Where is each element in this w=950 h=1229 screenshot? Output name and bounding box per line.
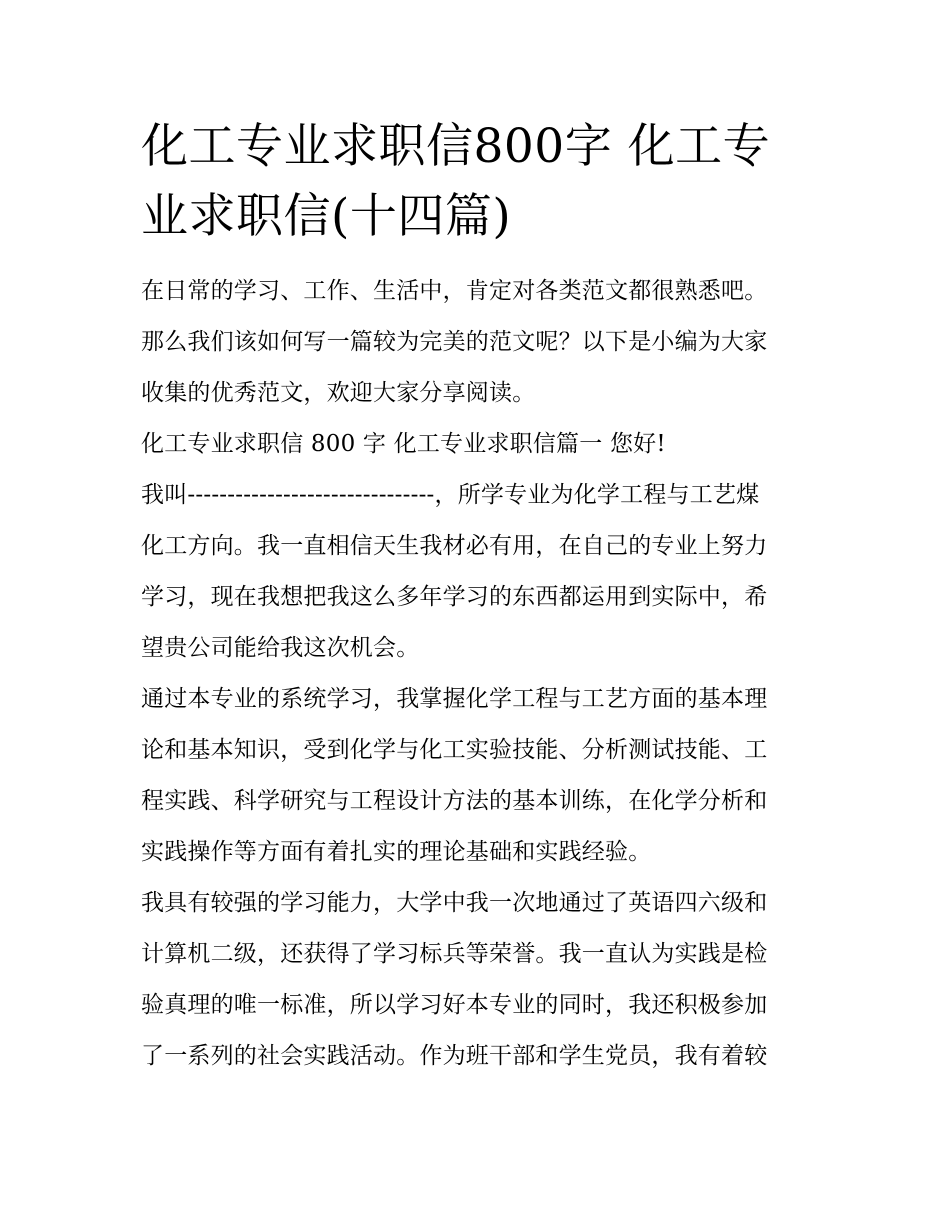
document-title <box>141 112 813 252</box>
ability-paragraph <box>141 878 813 1082</box>
intro-paragraph <box>141 266 813 419</box>
paragraph-line: 计算机二级，还获得了学习标兵等荣誉。我一直认为实践是检 <box>141 941 768 967</box>
paragraph-line: 化工专业求职信 800 字 化工专业求职信篇一 您好! <box>141 431 666 457</box>
paragraph-line: 我叫-------------------------------，所学专业为化学工程与工艺煤 <box>141 482 760 508</box>
paragraph-line: 实践操作等方面有着扎实的理论基础和实践经验。 <box>141 839 652 865</box>
title-line-1: 化工专业求职信800字 化工专 <box>141 119 771 174</box>
self-intro-paragraph <box>141 470 813 674</box>
section-heading-paragraph <box>141 419 813 470</box>
paragraph-line: 化工方向。我一直相信天生我材必有用，在自己的专业上努力 <box>141 533 768 559</box>
paragraph-line: 验真理的唯一标准，所以学习好本专业的同时，我还积极参加 <box>141 992 768 1018</box>
document-page <box>141 112 813 1082</box>
paragraph-line: 收集的优秀范文，欢迎大家分享阅读。 <box>141 380 536 406</box>
paragraph-line: 望贵公司能给我这次机会。 <box>141 635 420 661</box>
paragraph-line: 在日常的学习、工作、生活中，肯定对各类范文都很熟悉吧。 <box>141 278 768 304</box>
paragraph-line: 通过本专业的系统学习，我掌握化学工程与工艺方面的基本理 <box>141 686 768 712</box>
paragraph-line: 论和基本知识，受到化学与化工实验技能、分析测试技能、工 <box>141 737 768 763</box>
paragraph-line: 了一系列的社会实践活动。作为班干部和学生党员，我有着较 <box>141 1043 768 1069</box>
paragraph-line: 程实践、科学研究与工程设计方法的基本训练，在化学分析和 <box>141 788 768 814</box>
paragraph-line: 学习，现在我想把我这么多年学习的东西都运用到实际中，希 <box>141 584 768 610</box>
paragraph-line: 那么我们该如何写一篇较为完美的范文呢？以下是小编为大家 <box>141 329 768 355</box>
title-line-2: 业求职信(十四篇) <box>141 189 512 244</box>
paragraph-line: 我具有较强的学习能力，大学中我一次地通过了英语四六级和 <box>141 890 768 916</box>
study-paragraph <box>141 674 813 878</box>
